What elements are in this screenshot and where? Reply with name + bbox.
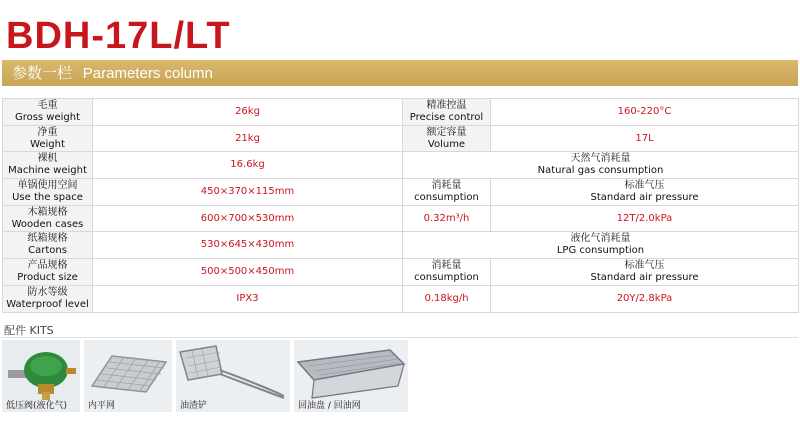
kit-label: 油渣铲 — [180, 401, 208, 411]
label-en: Standard air pressure — [590, 271, 699, 283]
param-value: IPX3 — [93, 285, 403, 312]
param-value: 530×645×430mm — [93, 232, 403, 259]
consumption-value: 0.32m³/h — [403, 205, 491, 232]
consumption-header — [403, 259, 491, 286]
label-cn: 标准气压 — [624, 179, 665, 191]
table-row — [3, 232, 799, 259]
label-cn: 净重 — [37, 126, 58, 138]
param-value: 21kg — [93, 125, 403, 152]
label-cn: 裸机 — [37, 153, 58, 165]
label-cn: 纸箱规格 — [27, 233, 68, 245]
label-en: Use the space — [12, 191, 83, 203]
label-en: Precise control — [409, 111, 484, 123]
table-row — [3, 259, 799, 286]
label-cn: 产品规格 — [27, 259, 68, 271]
table-row — [3, 152, 799, 179]
param-value: 16.6kg — [93, 152, 403, 179]
param-label — [3, 99, 93, 126]
kits-divider — [2, 337, 798, 338]
label-en: Wooden cases — [11, 218, 84, 230]
label-en: Gross weight — [14, 111, 81, 123]
label-en: Machine weight — [8, 165, 87, 177]
section-header-natural-gas — [403, 152, 799, 179]
pressure-header — [491, 259, 799, 286]
banner-title-cn: 参数一栏 — [12, 64, 73, 82]
param-label — [3, 285, 93, 312]
param-value: 600×700×530mm — [93, 205, 403, 232]
param-label — [3, 259, 93, 286]
label-cn: 标准气压 — [624, 259, 665, 271]
label-en: Standard air pressure — [590, 191, 699, 203]
kit-label: 内平网 — [88, 401, 116, 411]
param-label — [3, 179, 93, 206]
section-header-cn: 液化气消耗量 — [570, 233, 631, 245]
label-cn: 额定容量 — [426, 126, 467, 138]
label-en: consumption — [414, 271, 479, 283]
consumption-header — [403, 179, 491, 206]
label-cn: 精准控温 — [426, 99, 467, 111]
param-label — [403, 125, 491, 152]
table-row — [3, 205, 799, 232]
table-row — [3, 285, 799, 312]
param-label — [3, 125, 93, 152]
section-header-en: LPG consumption — [556, 245, 645, 257]
param-value: 26kg — [93, 99, 403, 126]
param-value: 450×370×115mm — [93, 179, 403, 206]
label-cn: 消耗量 — [431, 259, 462, 271]
banner-title-en: Parameters column — [82, 65, 213, 82]
label-en: Weight — [30, 138, 65, 150]
pressure-header — [491, 179, 799, 206]
parameters-banner — [2, 60, 798, 86]
param-label — [3, 152, 93, 179]
label-en: consumption — [414, 191, 479, 203]
consumption-value: 0.18kg/h — [403, 285, 491, 312]
param-label — [3, 205, 93, 232]
product-title: BDH-17L/LT — [6, 15, 231, 57]
pressure-value: 12T/2.0kPa — [491, 205, 799, 232]
param-label — [3, 232, 93, 259]
parameters-table — [2, 98, 799, 313]
label-cn: 木箱规格 — [27, 206, 68, 218]
label-en: Product size — [17, 271, 78, 283]
label-cn: 毛重 — [37, 99, 58, 111]
kit-label: 低压阀(液化气) — [6, 401, 68, 411]
kit-label: 回油盘 / 回油网 — [298, 401, 361, 411]
param-value: 160-220°C — [491, 99, 799, 126]
label-en: Cartons — [28, 245, 67, 257]
kits-title: 配件 KITS — [4, 324, 54, 337]
section-header-en: Natural gas consumption — [537, 165, 664, 177]
label-cn: 消耗量 — [431, 179, 462, 191]
param-value: 17L — [491, 125, 799, 152]
table-row — [3, 179, 799, 206]
param-value: 500×500×450mm — [93, 259, 403, 286]
param-label — [403, 99, 491, 126]
table-row — [3, 125, 799, 152]
pressure-value: 20Y/2.8kPa — [491, 285, 799, 312]
label-en: Volume — [427, 138, 466, 150]
label-cn: 防水等级 — [27, 286, 68, 298]
table-row — [3, 99, 799, 126]
label-en: Waterproof level — [6, 298, 89, 310]
section-header-lpg — [403, 232, 799, 259]
label-cn: 单锅使用空间 — [17, 179, 78, 191]
section-header-cn: 天然气消耗量 — [570, 153, 631, 165]
